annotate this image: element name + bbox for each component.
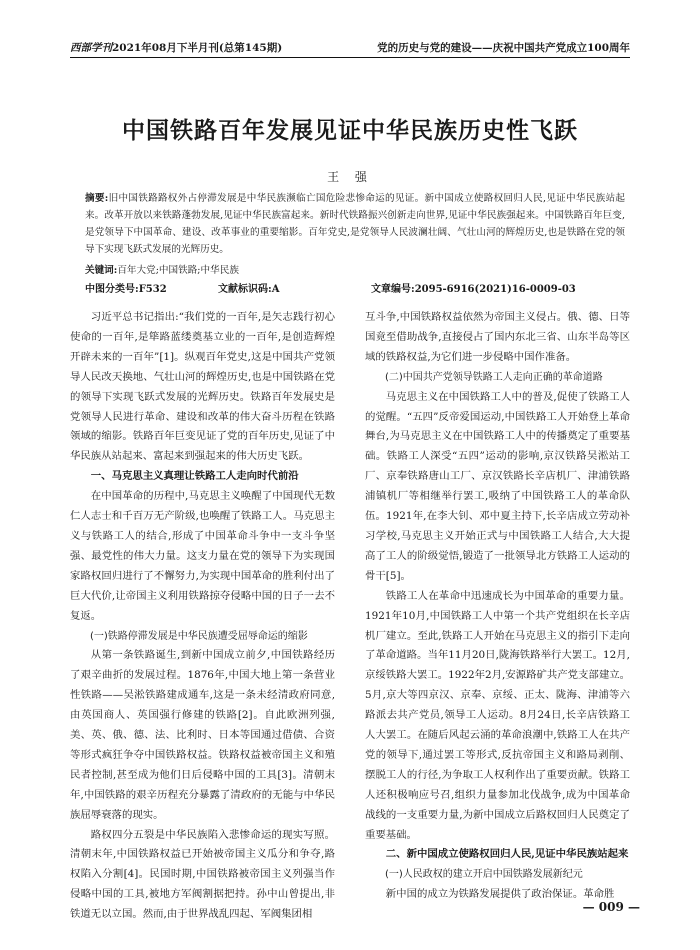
article-number: 文章编号:2095-6916(2021)16-0009-03 xyxy=(371,284,576,295)
abstract-text: 旧中国铁路路权外占停滞发展是中华民族濒临亡国危险悲惨命运的见证。新中国成立使路权回归人民,见证中华民族站起来。改革开放以来铁路蓬勃发展,见证中华民族富起来。新时代铁路振兴创新走向世界,见证中华民族强起来。中国铁路百年巨变,是党领导下中国革命、建设、改革事业的重要缩影。百年党史,是党领导人民波澜壮阔、气壮山河的辉煌历史,也是铁路在党的领导下实现飞跃式发展的光辉历史。 xyxy=(85,193,625,255)
clc-number: 中图分类号:F532 xyxy=(85,284,167,295)
subsection-heading: (一)人民政权的建立开启中国铁路发展新纪元 xyxy=(385,869,583,881)
subsection-heading: (二)中国共产党领导铁路工人走向正确的革命道路 xyxy=(385,371,603,383)
section-heading: 一、马克思主义真理让铁路工人走向时代前沿 xyxy=(90,470,299,483)
abstract xyxy=(85,190,625,258)
keywords-label: 关键词: xyxy=(85,265,118,276)
body-paragraph: 马克思主义在中国铁路工人中的普及,促使了铁路工人的觉醒。“五四”反帝爱国运动,中国铁路工人开始登上革命舞台,为马克思主义在中国铁路工人中的传播奠定了重要基础。铁路工人深受“五四”运动的影响,京汉铁路吴淞站工厂、京奉铁路唐山工厂、京汉铁路长辛店机厂、津浦铁路浦镇机厂等相继举行罢工,吸纳了中国铁路工人的革命队伍。1921年,在李大钊、邓中夏主持下,长辛店成立劳动补习学校,马克思主义开始正式与中国铁路工人结合,大大提高了工人的阶级觉悟,锻造了一批领导北方铁路工人运动的骨干[5]。 xyxy=(365,390,630,582)
body-paragraph: 新中国的成立为铁路发展提供了政治保证。革命胜 xyxy=(385,888,615,901)
section-heading: 二、新中国成立使路权回归人民,见证中华民族站起来 xyxy=(385,848,629,861)
body-column-right xyxy=(365,308,630,905)
running-header xyxy=(70,40,630,55)
abstract-label: 摘要: xyxy=(85,193,109,204)
body-paragraph: 从第一条铁路诞生,到新中国成立前夕,中国铁路经历了艰辛曲折的发展过程。1876年,中国大地上第一条营业性铁路——吴淞铁路建成通车,这是一条未经清政府同意,由英国商人、英国强行修建的铁路[2]。自此欧洲列强,美、英、俄、德、法、比利时、日本等国通过借债、合资等形式疯狂争夺中国铁路权益。铁路权益被帝国主义和殖民者控制,甚至成为他们日后侵略中国的工具[3]。清朝末年,中国铁路的艰辛历程充分暴露了清政府的无能与中华民族屈辱衰落的现实。 xyxy=(70,649,335,821)
journal-issue: 2021年08月下半月刊(总第145期) xyxy=(112,42,283,54)
keywords xyxy=(85,262,625,276)
journal-name: 西部学刊 xyxy=(70,42,112,54)
body-column-left xyxy=(70,308,335,925)
header-rule xyxy=(70,57,630,58)
author: 王 强 xyxy=(327,170,373,184)
body-paragraph: 路权四分五裂是中华民族陷入悲惨命运的现实写照。清朝末年,中国铁路权益已开始被帝国主义瓜分和争夺,路权陷入分割[4]。民国时期,中国铁路被帝国主义列强当作侵略中国的工具,被地方军阀割据把持。孙中山曾提出,非铁道无以立国。然而,由于世界战乱四起、军阀集团相 xyxy=(70,828,335,921)
page-number: — 009 — xyxy=(582,900,640,914)
body-paragraph: 互斗争,中国铁路权益依然为帝国主义侵占。俄、德、日等国竟至借助战争,直接侵占了国内东北三省、山东半岛等区域的铁路权益,为它们进一步侵略中国作准备。 xyxy=(365,311,630,363)
body-paragraph: 习近平总书记指出:“我们党的一百年,是矢志践行初心使命的一百年,是筚路蓝缕奠基立业的一百年,是创造辉煌开辟未来的一百年”[1]。纵观百年党史,这是中国共产党领导人民改天换地、气壮山河的辉煌历史,也是中国铁路在党的领导下实现飞跃式发展的光辉历史。铁路百年发展史是党领导人民进行革命、建设和改革的伟大奋斗历程在铁路领域的缩影。铁路百年巨变见证了党的百年历史,见证了中华民族从站起来、富起来到强起来的伟大历史飞跃。 xyxy=(70,311,335,463)
body-paragraph: 在中国革命的历程中,马克思主义唤醒了中国现代无数仁人志士和千百万无产阶级,也唤醒了铁路工人。马克思主义与铁路工人的结合,形成了中国革命斗争中一支斗争坚强、最党性的伟大力量。这支力量在党的领导下为实现国家路权回归进行了不懈努力,为实现中国革命的胜利付出了巨大代价,让帝国主义利用铁路掠夺侵略中国的日子一去不复返。 xyxy=(70,490,335,622)
body-paragraph: 铁路工人在革命中迅速成长为中国革命的重要力量。1921年10月,中国铁路工人中第一个共产党组织在长辛店机厂建立。至此,铁路工人开始在马克思主义的指引下走向了革命道路。当年11月20日,陇海铁路举行大罢工。12月,京绥铁路大罢工。1922年2月,安源路矿共产党支部建立。5月,京大等四京汉、京奉、京绥、正太、陇海、津浦等六路派去共产党员,领导工人运动。8月24日,长辛店铁路工人大罢工。在随后风起云涌的革命浪潮中,铁路工人在共产党的领导下,通过罢工等形式,反抗帝国主义和路局剥削、摆脱工人的行径,为争取工人权利作出了重要贡献。铁路工人还积极响应号召,组织力量参加北伐战争,成为中国革命战线的一支重要力量,为新中国成立后路权回归人民奠定了重要基础。 xyxy=(365,589,630,841)
section-title: 党的历史与党的建设——庆祝中国共产党成立100周年 xyxy=(377,42,630,54)
subsection-heading: (一)铁路停滞发展是中华民族遭受屈辱命运的缩影 xyxy=(90,630,308,642)
document-code: 文献标识码:A xyxy=(218,284,280,295)
keywords-text: 百年大党;中国铁路;中华民族 xyxy=(117,265,239,276)
article-title: 中国铁路百年发展见证中华民族历史性飞跃 xyxy=(122,117,578,144)
